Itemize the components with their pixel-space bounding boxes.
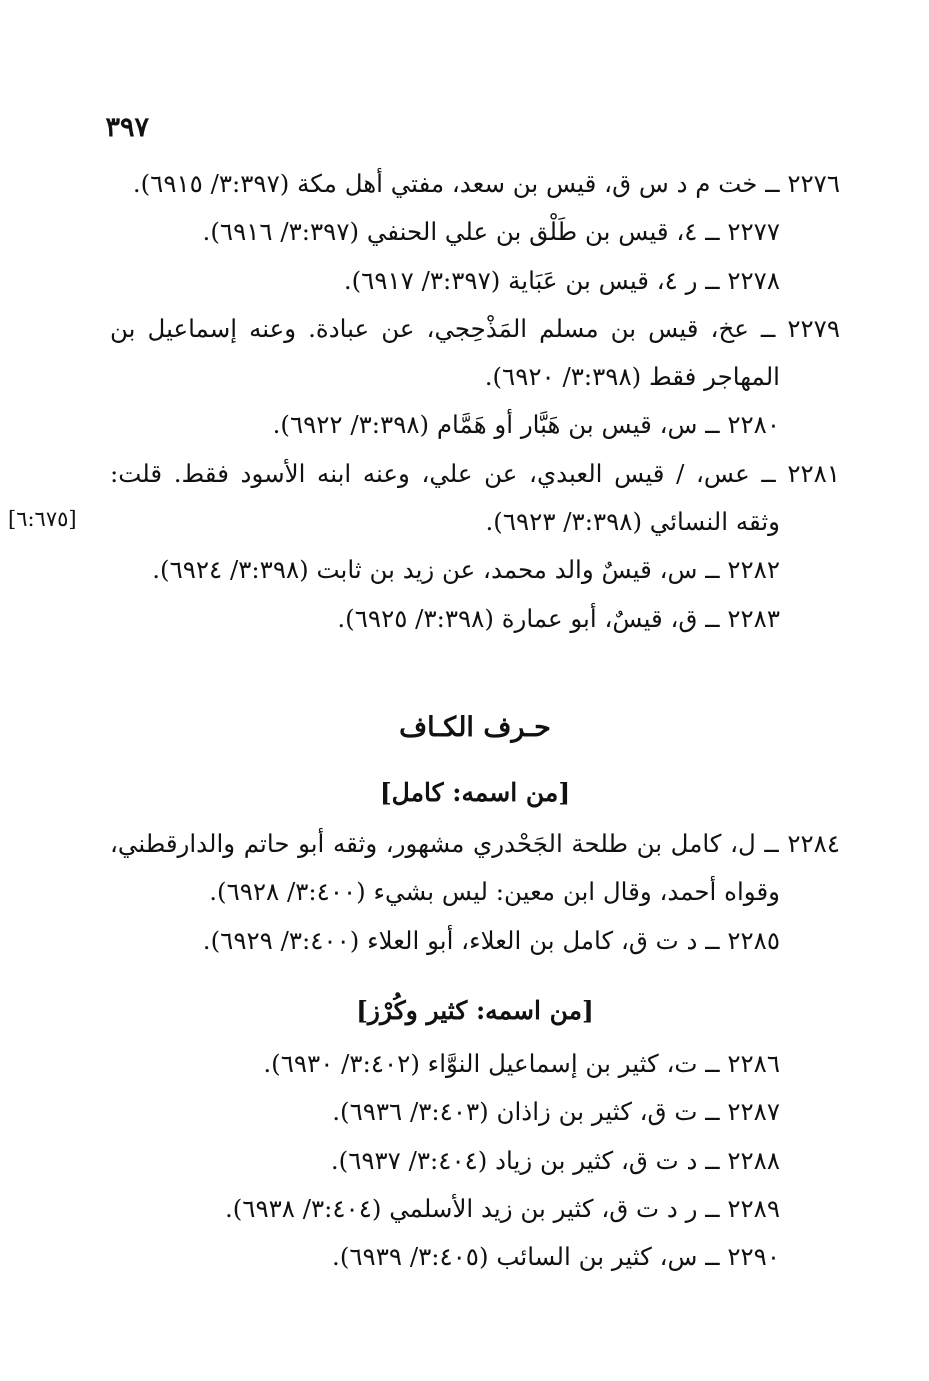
entry-2283: ٢٢٨٣ ــ ق، قيسٌ، أبو عمارة (٣:٣٩٨/ ٦٩٢٥).: [337, 603, 780, 633]
margin-reference: [٦:٦٧٥]: [8, 507, 77, 531]
entry-2278: ٢٢٧٨ ــ ر ٤، قيس بن عَبَاية (٣:٣٩٧/ ٦٩١٧).: [343, 265, 780, 295]
entries-kathir: [110, 1040, 840, 1281]
entry-2290: ٢٢٩٠ ــ س، كثير بن السائب (٣:٤٠٥/ ٦٩٣٩).: [332, 1242, 780, 1272]
entry-2286: ٢٢٨٦ ــ ت، كثير بن إسماعيل النوَّاء (٣:٤٠٢/ ٦٩٣٠).: [263, 1049, 780, 1078]
entry-2276: ٢٢٧٦ ــ خت م د س ق، قيس بن سعد، مفتي أهل مكة (٣:٣٩٧/ ٦٩١٥).: [132, 169, 840, 198]
entries-qays: [110, 160, 840, 643]
entry-2281: ٢٢٨١ ــ عس، / قيس العبدي، عن علي، وعنه ابنه الأسود فقط. قلت: وثقه النسائي (٣:٣٩٨/ ٦٩٢٣).: [110, 458, 840, 537]
page-number: ٣٩٧: [105, 112, 149, 143]
entry-2277: ٢٢٧٧ ــ ٤، قيس بن طَلْق بن علي الحنفي (٣:٣٩٧/ ٦٩١٦).: [202, 217, 780, 247]
entry-2288: ٢٢٨٨ ــ د ت ق، كثير بن زياد (٣:٤٠٤/ ٦٩٣٧).: [330, 1145, 780, 1175]
entry-2284: ٢٢٨٤ ــ ل، كامل بن طلحة الجَحْدري مشهور، وثقه أبو حاتم والدارقطني، وقواه أحمد، وقال ابن معين: ليس بشيء (٣:٤٠٠/ ٦٩٢٨).: [110, 829, 840, 907]
entries-kamil: [110, 820, 840, 965]
entry-2279: ٢٢٧٩ ــ عخ، قيس بن مسلم المَذْحِجي، عن عبادة. وعنه إسماعيل بن المهاجر فقط (٣:٣٩٨/ ٦٩٢٠).: [110, 313, 840, 392]
subsection-kathir: [من اسمه: كثير وكُرْز]: [356, 996, 594, 1025]
section-title: حـرف الكـاف: [399, 712, 551, 743]
entry-2285: ٢٢٨٥ ــ د ت ق، كامل بن العلاء، أبو العلاء (٣:٤٠٠/ ٦٩٢٩).: [202, 925, 780, 955]
entry-2287: ٢٢٨٧ ــ ت ق، كثير بن زاذان (٣:٤٠٣/ ٦٩٣٦).: [332, 1097, 780, 1127]
entry-2289: ٢٢٨٩ ــ ر د ت ق، كثير بن زيد الأسلمي (٣:٤٠٤/ ٦٩٣٨).: [224, 1193, 780, 1223]
entry-2280: ٢٢٨٠ ــ س، قيس بن هَبَّار أو هَمَّام (٣:٣٩٨/ ٦٩٢٢).: [272, 410, 780, 440]
entry-2282: ٢٢٨٢ ــ س، قيسٌ والد محمد، عن زيد بن ثابت (٣:٣٩٨/ ٦٩٢٤).: [152, 555, 780, 585]
subsection-kamil: [من اسمه: كامل]: [379, 778, 571, 807]
